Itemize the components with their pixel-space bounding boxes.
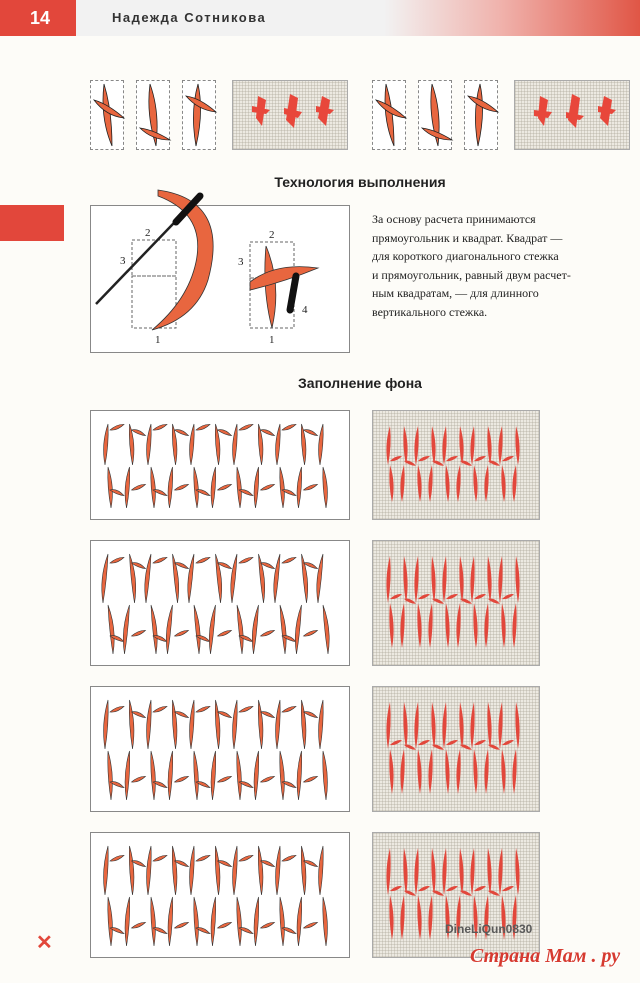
stitch — [400, 895, 404, 940]
stitch — [125, 467, 130, 508]
stitch — [190, 700, 195, 749]
stitch — [254, 467, 259, 508]
stitch — [502, 456, 514, 461]
stitch — [239, 557, 253, 563]
stitch — [239, 706, 253, 712]
stitch — [446, 456, 458, 461]
label-3b: 3 — [238, 256, 244, 268]
stitch — [502, 740, 514, 745]
stitch — [403, 848, 407, 895]
stitch — [194, 751, 199, 800]
stitch — [473, 465, 477, 502]
stitch — [445, 465, 449, 502]
stitch — [470, 556, 474, 603]
stitch — [218, 484, 232, 490]
stitch — [304, 484, 318, 490]
section-title: Технология выполнения — [274, 174, 446, 190]
stitch — [417, 895, 421, 940]
stitch — [431, 848, 435, 895]
stitch — [498, 848, 502, 895]
stitch — [487, 426, 491, 465]
stitch — [168, 467, 173, 508]
stitch — [459, 426, 463, 465]
stitch — [442, 556, 446, 603]
stitch — [173, 554, 179, 603]
stitch — [389, 895, 393, 940]
text-line: вертикального стежка. — [372, 304, 488, 319]
stitch — [175, 712, 189, 718]
stitch — [487, 848, 491, 895]
stitch — [400, 603, 404, 648]
stitch — [110, 424, 124, 430]
stitch — [276, 846, 281, 895]
stitch — [132, 922, 146, 928]
stitch — [515, 702, 519, 749]
stitch — [132, 484, 146, 490]
stitch — [153, 557, 167, 563]
stitch — [323, 897, 328, 946]
stitch — [194, 897, 199, 946]
stitch — [132, 630, 146, 636]
stitch — [233, 846, 238, 895]
stitch — [323, 467, 328, 508]
stitch — [456, 603, 460, 648]
stitch — [428, 465, 432, 502]
stitch — [512, 465, 516, 502]
stitch — [304, 712, 318, 718]
stitch — [231, 554, 237, 603]
stitch — [209, 605, 215, 654]
stitch — [390, 594, 402, 599]
stitch — [132, 776, 146, 782]
stitch — [108, 605, 114, 654]
text-line: для короткого диагонального стежка — [372, 249, 559, 263]
stitch — [512, 749, 516, 794]
stitch — [446, 740, 458, 745]
stitch — [501, 749, 505, 794]
stitch — [175, 630, 189, 636]
stitch — [386, 426, 390, 465]
stitch — [301, 700, 306, 749]
stitch — [317, 554, 323, 603]
stitch — [297, 751, 302, 800]
stitch — [175, 430, 189, 436]
stitch — [168, 751, 173, 800]
stitch — [386, 556, 390, 603]
stitch — [414, 556, 418, 603]
stitch — [166, 605, 172, 654]
stitch — [473, 749, 477, 794]
stitch — [428, 603, 432, 648]
stitch — [502, 594, 514, 599]
label-1: 1 — [155, 334, 161, 346]
stitch — [233, 424, 238, 465]
stitch — [215, 700, 220, 749]
stitch — [239, 855, 253, 861]
stitch — [502, 886, 514, 891]
stitch — [237, 751, 242, 800]
stitch — [484, 465, 488, 502]
stitch — [304, 630, 318, 636]
page-number: 14 — [0, 0, 76, 36]
stitch — [403, 556, 407, 603]
stitch — [168, 897, 173, 946]
stitch — [498, 556, 502, 603]
stitch — [470, 426, 474, 465]
stitch — [418, 594, 430, 599]
stitch — [196, 706, 210, 712]
stitch — [276, 700, 281, 749]
stitch — [417, 749, 421, 794]
stitch — [487, 556, 491, 603]
stitch — [304, 776, 318, 782]
label-2b: 2 — [269, 229, 275, 241]
label-1b: 1 — [269, 334, 275, 346]
stitch — [261, 776, 275, 782]
stitch — [403, 426, 407, 465]
label-3: 3 — [120, 255, 126, 267]
stitch — [254, 897, 259, 946]
stitch — [194, 605, 200, 654]
stitch — [304, 430, 318, 436]
stitch — [280, 467, 285, 508]
stitch — [175, 776, 189, 782]
stitch — [237, 897, 242, 946]
stitch — [487, 702, 491, 749]
stitch — [474, 886, 486, 891]
stitch — [233, 700, 238, 749]
stitch — [515, 426, 519, 465]
stitch — [474, 456, 486, 461]
stitch — [389, 749, 393, 794]
stitch — [282, 706, 296, 712]
stitch — [323, 751, 328, 800]
stitch — [110, 557, 124, 563]
stitch — [445, 749, 449, 794]
stitch — [218, 430, 232, 436]
stitch — [295, 605, 301, 654]
stitch — [123, 605, 129, 654]
stitch — [501, 603, 505, 648]
stitch — [129, 700, 134, 749]
stitch — [196, 855, 210, 861]
stitch — [125, 897, 130, 946]
text-line: прямоугольник и квадрат. Квадрат — — [372, 230, 563, 245]
text-line: и прямоугольник, равный двум расчет- — [372, 267, 571, 282]
stitch — [215, 846, 220, 895]
stitch — [459, 556, 463, 603]
stitch — [102, 554, 108, 603]
stitch — [414, 848, 418, 895]
section-title: Заполнение фона — [298, 375, 422, 391]
stitch — [446, 594, 458, 599]
stitch — [414, 426, 418, 465]
stitch — [108, 897, 113, 946]
stitch — [428, 749, 432, 794]
stitch — [261, 712, 275, 718]
stitch — [108, 467, 113, 508]
stitch — [237, 467, 242, 508]
stitch — [390, 456, 402, 461]
stitch — [145, 554, 151, 603]
stitch — [431, 556, 435, 603]
stitch — [211, 751, 216, 800]
stitch — [418, 740, 430, 745]
stitch — [282, 557, 296, 563]
stitch — [302, 554, 308, 603]
stitch — [445, 603, 449, 648]
stitch — [153, 424, 167, 430]
stitch — [261, 430, 275, 436]
stitch — [175, 484, 189, 490]
stitch — [386, 702, 390, 749]
stitch — [431, 426, 435, 465]
stitch — [276, 424, 281, 465]
stitch — [474, 740, 486, 745]
stitch — [304, 922, 318, 928]
stitch — [125, 751, 130, 800]
stitch — [418, 886, 430, 891]
stitch — [446, 886, 458, 891]
label-4: 4 — [302, 304, 308, 316]
stitch — [239, 424, 253, 430]
stitch — [151, 467, 156, 508]
stitch — [400, 749, 404, 794]
stitch — [484, 749, 488, 794]
stitch — [470, 702, 474, 749]
stitch — [280, 751, 285, 800]
stitch — [282, 855, 296, 861]
stitch — [147, 700, 152, 749]
stitch — [218, 712, 232, 718]
stitch — [319, 424, 324, 465]
stitch — [456, 749, 460, 794]
stitch — [175, 922, 189, 928]
stitch — [386, 848, 390, 895]
stitch — [211, 467, 216, 508]
stitch — [147, 424, 152, 465]
stitch — [400, 465, 404, 502]
stitch — [130, 554, 136, 603]
stitch — [110, 706, 124, 712]
stitch — [132, 430, 146, 436]
stitch — [301, 846, 306, 895]
stitch — [254, 751, 259, 800]
stitch — [196, 557, 210, 563]
stitch — [147, 846, 152, 895]
stitch — [498, 426, 502, 465]
stitch — [297, 897, 302, 946]
close-mark-icon: ✕ — [36, 932, 53, 954]
stitch — [216, 554, 222, 603]
stitch — [417, 603, 421, 648]
stitch — [153, 706, 167, 712]
stitch — [459, 702, 463, 749]
stitch — [280, 897, 285, 946]
stitch — [473, 603, 477, 648]
stitch — [282, 424, 296, 430]
stitch — [132, 712, 146, 718]
stitch — [280, 605, 286, 654]
watermark-site: Страна Мам . ру — [470, 945, 621, 967]
stitch — [172, 846, 177, 895]
stitch — [196, 424, 210, 430]
stitch — [104, 424, 109, 465]
stitch — [498, 702, 502, 749]
stitch — [104, 846, 109, 895]
label-2: 2 — [145, 227, 151, 239]
stitch — [108, 751, 113, 800]
stitch — [190, 424, 195, 465]
text-line: ным квадратам, — для длинного — [372, 286, 539, 300]
stitch — [218, 776, 232, 782]
stitch — [151, 751, 156, 800]
stitch — [274, 554, 280, 603]
stitch — [211, 897, 216, 946]
stitch — [110, 855, 124, 861]
watermark-handle: DineLiQun0830 — [445, 922, 533, 936]
stitch — [151, 605, 157, 654]
stitch — [218, 922, 232, 928]
stitch — [442, 848, 446, 895]
stitch — [323, 605, 329, 654]
stitch — [459, 848, 463, 895]
stitch — [390, 886, 402, 891]
stitch — [390, 740, 402, 745]
stitch — [442, 426, 446, 465]
stitch — [259, 554, 265, 603]
stitch — [190, 846, 195, 895]
stitch — [470, 848, 474, 895]
stitch — [237, 605, 243, 654]
stitch — [258, 700, 263, 749]
stitch — [261, 630, 275, 636]
stitch — [297, 467, 302, 508]
stitch — [218, 630, 232, 636]
stitch — [261, 922, 275, 928]
stitch — [428, 895, 432, 940]
stitch — [418, 456, 430, 461]
stitch — [188, 554, 194, 603]
stitch — [417, 465, 421, 502]
stitch — [431, 702, 435, 749]
stitch — [252, 605, 258, 654]
text-line: За основу расчета принимаются — [372, 212, 536, 226]
stitch — [104, 700, 109, 749]
stitch — [442, 702, 446, 749]
stitch — [319, 846, 324, 895]
stitch — [319, 700, 324, 749]
stitch — [515, 848, 519, 895]
stitch — [403, 702, 407, 749]
stitch — [151, 897, 156, 946]
stitch — [474, 594, 486, 599]
stitch — [389, 465, 393, 502]
stitch — [512, 603, 516, 648]
stitch — [501, 465, 505, 502]
stitch — [515, 556, 519, 603]
stitch — [258, 846, 263, 895]
stitch — [389, 603, 393, 648]
stitch — [456, 465, 460, 502]
stitch — [153, 855, 167, 861]
stitch — [194, 467, 199, 508]
stitch — [484, 603, 488, 648]
stitch — [261, 484, 275, 490]
stitch — [414, 702, 418, 749]
stitch — [172, 700, 177, 749]
stitch — [129, 846, 134, 895]
author-name: Надежда Сотникова — [112, 10, 267, 25]
